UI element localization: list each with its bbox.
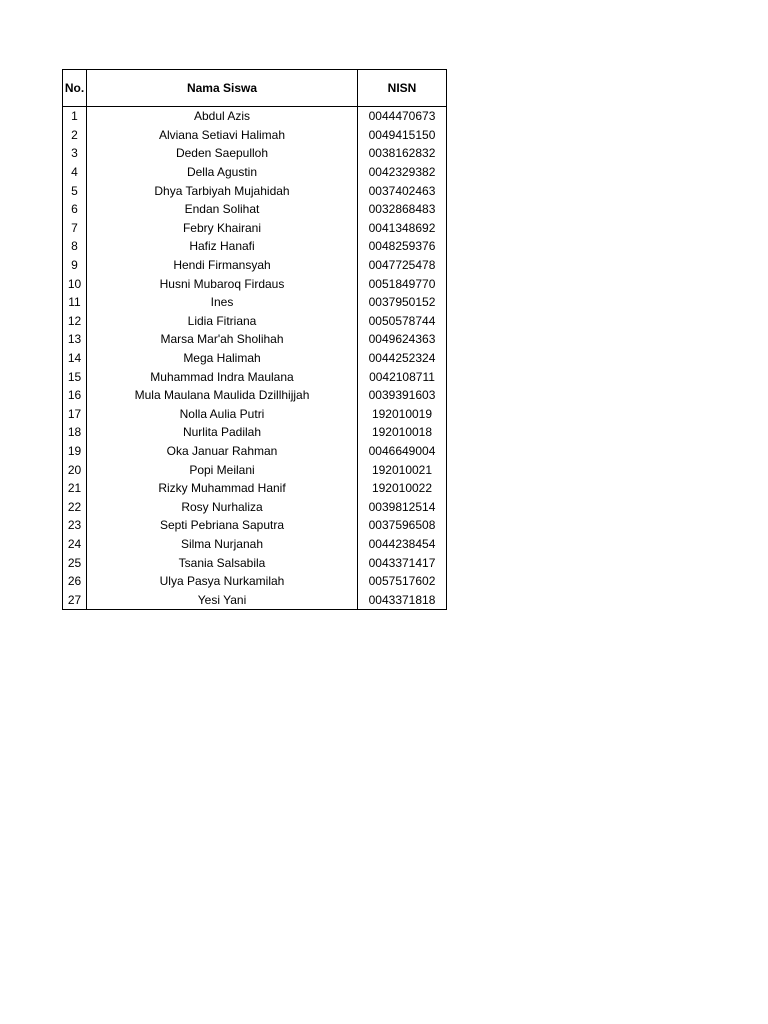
student-nisn: 0050578744: [358, 312, 447, 331]
student-table: [62, 69, 447, 610]
student-name: Yesi Yani: [87, 590, 358, 609]
header-row: [63, 70, 447, 107]
table-row: [63, 126, 447, 145]
row-number: 20: [63, 460, 87, 479]
student-name: Oka Januar Rahman: [87, 442, 358, 461]
student-name: Hafiz Hanafi: [87, 237, 358, 256]
table-row: [63, 237, 447, 256]
row-number: 27: [63, 590, 87, 609]
table-row: [63, 460, 447, 479]
student-name: Silma Nurjanah: [87, 535, 358, 554]
student-name: Deden Saepulloh: [87, 144, 358, 163]
header-nisn: NISN: [358, 70, 447, 107]
row-number: 14: [63, 349, 87, 368]
table-body: [63, 107, 447, 610]
row-number: 9: [63, 256, 87, 275]
row-number: 25: [63, 553, 87, 572]
student-name: Nurlita Padilah: [87, 423, 358, 442]
table-row: [63, 553, 447, 572]
table-header: [63, 70, 447, 107]
student-nisn: 0049415150: [358, 126, 447, 145]
table-row: [63, 349, 447, 368]
student-name: Popi Meilani: [87, 460, 358, 479]
row-number: 4: [63, 163, 87, 182]
student-nisn: 0037596508: [358, 516, 447, 535]
row-number: 8: [63, 237, 87, 256]
student-nisn: 0044252324: [358, 349, 447, 368]
student-name: Mula Maulana Maulida Dzillhijjah: [87, 386, 358, 405]
row-number: 16: [63, 386, 87, 405]
student-name: Husni Mubaroq Firdaus: [87, 274, 358, 293]
student-name: Febry Khairani: [87, 219, 358, 238]
row-number: 3: [63, 144, 87, 163]
table-row: [63, 590, 447, 609]
student-name: Tsania Salsabila: [87, 553, 358, 572]
student-nisn: 0037950152: [358, 293, 447, 312]
student-nisn: 0042108711: [358, 367, 447, 386]
table-row: [63, 442, 447, 461]
table-row: [63, 107, 447, 126]
student-name: Rosy Nurhaliza: [87, 497, 358, 516]
student-nisn: 0043371417: [358, 553, 447, 572]
table-row: [63, 200, 447, 219]
student-nisn: 0032868483: [358, 200, 447, 219]
table-row: [63, 367, 447, 386]
row-number: 21: [63, 479, 87, 498]
student-nisn: 0042329382: [358, 163, 447, 182]
table-row: [63, 144, 447, 163]
table-row: [63, 293, 447, 312]
student-name: Hendi Firmansyah: [87, 256, 358, 275]
row-number: 17: [63, 405, 87, 424]
table-row: [63, 219, 447, 238]
table-row: [63, 274, 447, 293]
row-number: 11: [63, 293, 87, 312]
student-name: Marsa Mar'ah Sholihah: [87, 330, 358, 349]
table-row: [63, 479, 447, 498]
student-name: Endan Solihat: [87, 200, 358, 219]
header-no: No.: [63, 70, 87, 107]
student-nisn: 0044470673: [358, 107, 447, 126]
table-row: [63, 497, 447, 516]
student-nisn: 0051849770: [358, 274, 447, 293]
row-number: 26: [63, 572, 87, 591]
student-name: Alviana Setiavi Halimah: [87, 126, 358, 145]
student-name: Lidia Fitriana: [87, 312, 358, 331]
header-name: Nama Siswa: [87, 70, 358, 107]
student-nisn: 0039391603: [358, 386, 447, 405]
student-nisn: 192010018: [358, 423, 447, 442]
row-number: 10: [63, 274, 87, 293]
student-name: Della Agustin: [87, 163, 358, 182]
student-nisn: 0041348692: [358, 219, 447, 238]
student-nisn: 0049624363: [358, 330, 447, 349]
table-row: [63, 386, 447, 405]
table-row: [63, 535, 447, 554]
student-nisn: 192010021: [358, 460, 447, 479]
student-nisn: 0046649004: [358, 442, 447, 461]
student-name: Ines: [87, 293, 358, 312]
row-number: 19: [63, 442, 87, 461]
table-row: [63, 405, 447, 424]
table-row: [63, 256, 447, 275]
table-row: [63, 330, 447, 349]
student-name: Septi Pebriana Saputra: [87, 516, 358, 535]
table-row: [63, 181, 447, 200]
student-name: Rizky Muhammad Hanif: [87, 479, 358, 498]
table-row: [63, 516, 447, 535]
student-name: Abdul Azis: [87, 107, 358, 126]
table-row: [63, 163, 447, 182]
row-number: 1: [63, 107, 87, 126]
row-number: 23: [63, 516, 87, 535]
student-name: Ulya Pasya Nurkamilah: [87, 572, 358, 591]
student-nisn: 0044238454: [358, 535, 447, 554]
table-row: [63, 572, 447, 591]
student-name: Dhya Tarbiyah Mujahidah: [87, 181, 358, 200]
student-name: Mega Halimah: [87, 349, 358, 368]
student-name: Muhammad Indra Maulana: [87, 367, 358, 386]
student-nisn: 0039812514: [358, 497, 447, 516]
student-nisn: 0038162832: [358, 144, 447, 163]
student-nisn: 0043371818: [358, 590, 447, 609]
student-nisn: 0047725478: [358, 256, 447, 275]
student-nisn: 0037402463: [358, 181, 447, 200]
row-number: 18: [63, 423, 87, 442]
student-nisn: 192010019: [358, 405, 447, 424]
row-number: 22: [63, 497, 87, 516]
row-number: 15: [63, 367, 87, 386]
row-number: 5: [63, 181, 87, 200]
row-number: 6: [63, 200, 87, 219]
row-number: 7: [63, 219, 87, 238]
table-row: [63, 312, 447, 331]
row-number: 2: [63, 126, 87, 145]
student-nisn: 0057517602: [358, 572, 447, 591]
row-number: 12: [63, 312, 87, 331]
row-number: 24: [63, 535, 87, 554]
row-number: 13: [63, 330, 87, 349]
student-nisn: 192010022: [358, 479, 447, 498]
student-name: Nolla Aulia Putri: [87, 405, 358, 424]
student-nisn: 0048259376: [358, 237, 447, 256]
table-row: [63, 423, 447, 442]
